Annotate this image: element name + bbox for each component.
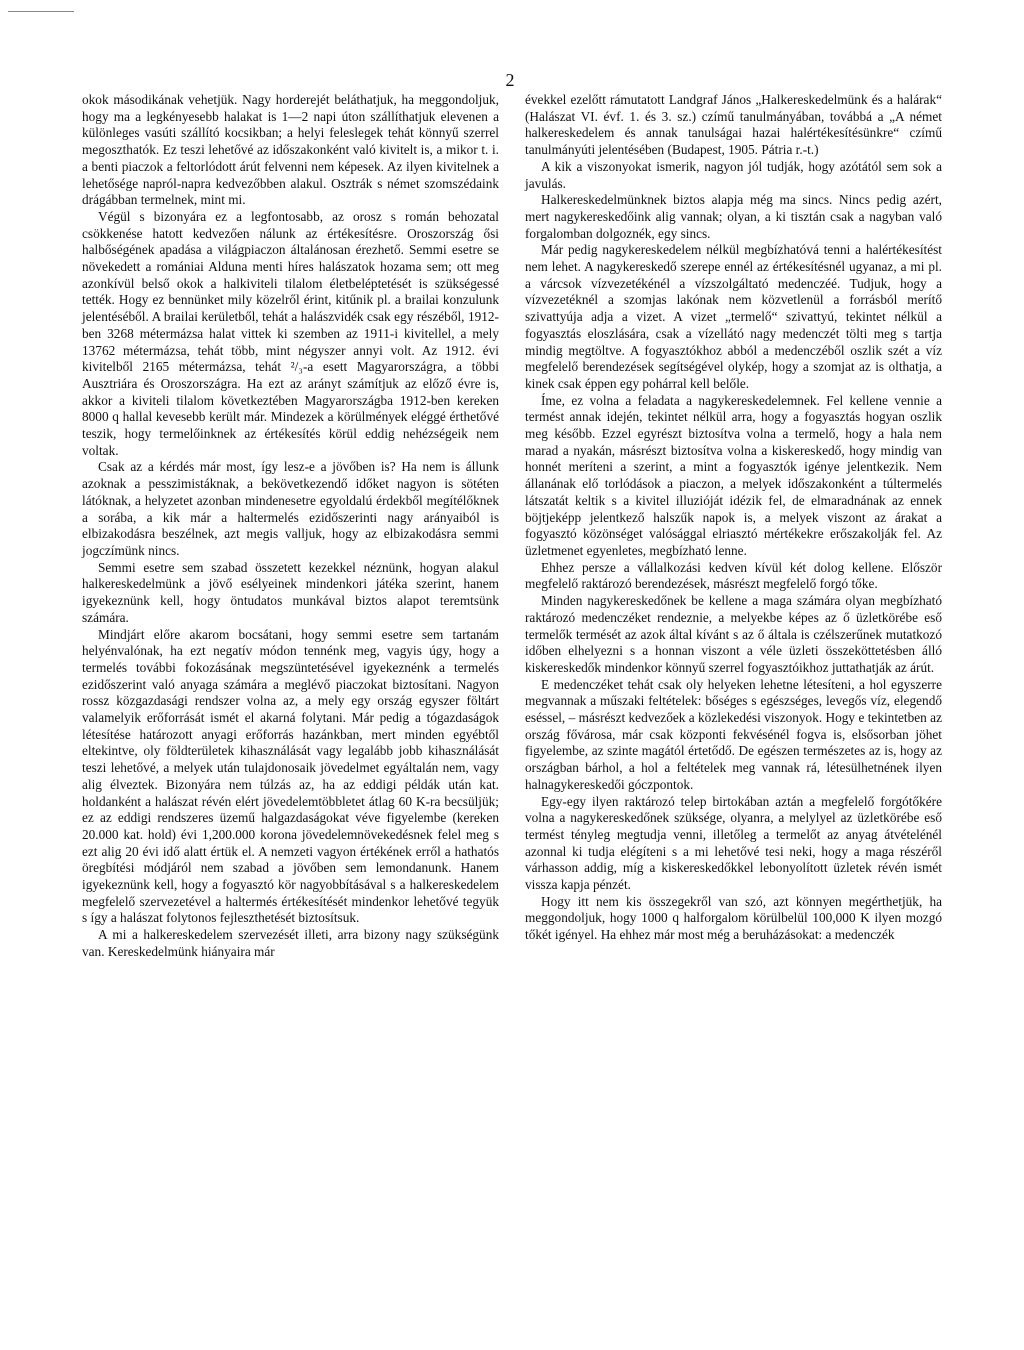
- text-columns: [82, 92, 942, 961]
- paragraph: E medenczéket tehát csak oly helyeken lehetne létesíteni, a hol egyszerre megvannak a műszaki feltételek: bőséges s egészséges, levegős víz, elegendő eséssel, – másrészt kedvezőek a közlekedési viszonyok. Hogy e tekintetben az ország fővárosa, már csak központi fekvésénél fogva is, elsősorban jöhet figyelembe, az szinte magától értetődő. De egészen természetes az is, hogy az országban bárhol, a hol a feltételek meg vannak rá, létesülhetnének ilyen halnagykereskedői góczpontok.: [525, 676, 942, 792]
- top-rule: [8, 11, 74, 12]
- paragraph: A kik a viszonyokat ismerik, nagyon jól tudják, hogy azótától sem sok a javulás.: [525, 158, 942, 191]
- paragraph: okok másodikának vehetjük. Nagy horderejét beláthatjuk, ha meggondoljuk, hogy ma a legkényesebb halakat is 1—2 napi úton szállíthatjuk elevenen a különleges vasúti szállító kocsikban; a helyi feleslegek tehát könnyű szerrel megoszthatók. Ez teszi lehetővé az időszakonként való kivitelt is, a mikor t. i. a benti piaczok a feltorlódott árút felvenni nem képesek. Az ilyen kivitelnek a lehetősége napról-napra kedvezőbben alakul. Osztrák s német szomszédaink drágábban termelnek, mint mi.: [82, 92, 499, 208]
- paragraph: Semmi esetre sem szabad összetett kezekkel néznünk, hogyan alakul halkereskedelmünk a jövő esélyeinek mindenkori játéka szerint, hanem igyekeznünk kell, hogy öntudatos munkával biztos alapot teremtsünk számára.: [82, 559, 499, 625]
- paragraph: Már pedig nagykereskedelem nélkül megbízhatóvá tenni a halértékesítést nem lehet. A nagykereskedő szerepe ennél az értékesítésnél ugyanaz, a mi pl. a várcsok vízvezetékénél a vízszolgáltató medenczéé. Tudjuk, hogy a vízvezetéknél a szomjas lakónak nem közvetlenül a forrásból merítő szivattyúja adja a vizet. A vizet „termelő“ szivattyú, tekintet nélkül a fogyasztás eloszlására, csak a vízellátó nagy medenczét tölti meg s tartja mindig megtöltve. A fogyasztókhoz abból a medenczéből oszlik szét a víz megfelelő berendezések segítségével olykép, hogy a szomjat az is olthatja, a kinek csak éppen egy pohárral kell belőle.: [525, 242, 942, 391]
- page-number: 2: [505, 70, 515, 90]
- paragraph: Mindjárt előre akarom bocsátani, hogy semmi esetre sem tartanám helyénvalónak, ha ezt negatív módon tennénk meg, vagyis úgy, hogy a termelés további fokozásának megszüntetésével igyekeznénk a termelés ezidőszerint való anyaga számára a meglévő piaczokat biztosítani. Nagyon rossz közgazdasági rendszer volna az, a mely egy ország egyszer föltárt valamelyik erőforrását ismét el akarná folytani. Már pedig a tógazdaságok létesítése határozott anyagi erőforrás hazánkban, mert minden egyébtől eltekintve, oly földterületek kihasználását vagy legalább jobb kihasználását teszi lehetővé, a melyek után tulajdonosaik jövedelmet egyáltalán nem, vagy alig élveztek. Bizonyára nem túlzás az, ha az eddigi példák után kat. holdanként a halászat révén elért jövedelemtöbbletet átlag 60 K-ra becsüljük; ez az eddigi rendszeres üzemű halgazdaságokat véve figyelembe (kereken 20.000 kat. hold) évi 1,200.000 korona jövedelemnövekedésnek felel meg s ezt alig 20 évi idő alatt értük el. A nemzeti vagyon értékének erről a hathatós öregbítési módjáról nem szabad a jövőben sem lemondanunk. Hanem igyekeznünk kell, hogy a fogyasztó kör nagyobbításával s a halkereskedelem megfelelő szervezetével a haltermés értékesítését mindenkor lehetővé tegyük s így a halászat folytonos fejleszthetését biztosítsuk.: [82, 626, 499, 926]
- paragraph: Íme, ez volna a feladata a nagykereskedelemnek. Fel kellene vennie a termést annak idején, tekintet nélkül arra, hogy a fogyasztás hogyan oszlik meg később. Ezzel egyrészt biztosítva volna a termelő, hogy a hala nem marad a nyakán, másrészt biztosítva volna a kiskereskedő, hogy mindig van honnét meríteni a szerint, a mint a fogyasztók igénye jelentkezik. Nem állanának elő torlódások a piaczon, a melyek időszakonként a túltermelés látszatát keltik s a kivitel illuzióját idézik fel, de elmaradnának az ennek böjtjeképp jelentkező halszűk napok is, a melyek viszont az árakat a fogyasztó közönséget valósággal elriasztó mértékekre erőszakolják fel. Az üzletmenet egyenletes, megbízható lenne.: [525, 392, 942, 558]
- paragraph: Minden nagykereskedőnek be kellene a maga számára olyan megbízható raktározó medenczéket rendeznie, a melyekbe képes az ő üzletkörébe eső termelők termését az azok által kívánt s az ő általa is czélszerűnek mutatkozó időben elhelyezni s a honnan viszont a véle üzleti összeköttetésben álló kiskereskedők mindenkor könnyű szerrel fogyasztóikhoz juttathatják az árút.: [525, 593, 942, 675]
- paragraph: Ehhez persze a vállalkozási kedven kívül két dolog kellene. Először megfelelő raktározó berendezések, másrészt megfelelő forgó tőke.: [525, 559, 942, 592]
- paragraph: Egy-egy ilyen raktározó telep birtokában aztán a megfelelő forgótőkére volna a nagykereskedőnek szüksége, olyanra, a melylyel az üzletkörébe eső termést tényleg megtudja venni, illetőleg a termelőt az anyag átvételénél azonnal ki tudja elégíteni s a mi lehetővé tesi neki, hogy a maga részéről várhasson addig, míg a kiskereskedőkkel lebonyolított üzletek révén ismét vissza kapja pénzét.: [525, 793, 942, 893]
- paragraph: Csak az a kérdés már most, így lesz-e a jövőben is? Ha nem is állunk azoknak a pesszimistáknak, a bekövetkezendő időket nagyon is sötéten látóknak, a helyzetet azonban mindenesetre egyoldalú érdekből megítélőknek a sorába, a kik már a haltermelés ezidőszerinti nagy arányaiból is elbizakodásra beszélnek, azt megis valljuk, hogy az elbizakodásra semmi jogczímünk nincs.: [82, 459, 499, 558]
- right-column: [525, 92, 942, 961]
- paragraph: évekkel ezelőtt rámutatott Landgraf János „Halkereskedelmünk és a halárak“ (Halászat VI. évf. 1. és 3. sz.) czímű tanulmányában, továbbá a „A német halkereskedelem és annak tanulságai hazai halértékesítésünkre“ czímű tanulmányúti jelentésében (Budapest, 1905. Pátria r.-t.): [525, 92, 942, 158]
- paragraph: Hogy itt nem kis összegekről van szó, azt könnyen megérthetjük, ha meggondoljuk, hogy 1000 q halforgalom körülbelül 100,000 K ilyen mozgó tőkét igényel. Ha ehhez már most még a beruházásokat: a medenczék: [525, 893, 942, 943]
- left-column: [82, 92, 499, 961]
- paragraph: A mi a halkereskedelem szervezését illeti, arra bizony nagy szükségünk van. Kereskedelmünk hiányaira már: [82, 927, 499, 959]
- paragraph: Végül s bizonyára ez a legfontosabb, az orosz s román behozatal csökkenése hatott kedvezően nálunk az értékesítésre. Oroszország ősi halbőségének apadása a világpiaczon általánosan érezhető. Semmi esetre se növekedett a romániai Alduna menti híres halászatok hozama sem; ott meg azonkívül belső okok a halkiviteli tilalom életbeléptetését is szükségessé tették. Hogy ez bennünket mily közelről érint, kitűnik pl. a brailai konzulunk jelentéséből. A brailai kerületből, tehát a halászvidék csak egy részéből, 1912-ben 3268 métermázsa halat vittek ki szemben az 1911-i kivitellel, a mely 13762 métermázsa, tehát több, mint négyszer annyi volt. Az 1912. évi kivitelből 2165 métermázsa, tehát ²/₃-a esett Magyarországra, a többi Ausztriára és Oroszországra. Ha ezt az arányt számítjuk az előző évre is, akkor a kiviteli tilalom következtében Magyarországba 1912-ben kereken 8000 q hallal kevesebb került már. Mindezek a körülmények eléggé érthetővé teszik, hogy termelőinknek az értékesítés körül eddig nehézségeik nem voltak.: [82, 208, 499, 458]
- paragraph: Halkereskedelmünknek biztos alapja még ma sincs. Nincs pedig azért, mert nagykereskedőink alig vannak; olyan, a ki tisztán csak a nagyban való forgalomban dolgoznék, egy sincs.: [525, 192, 942, 241]
